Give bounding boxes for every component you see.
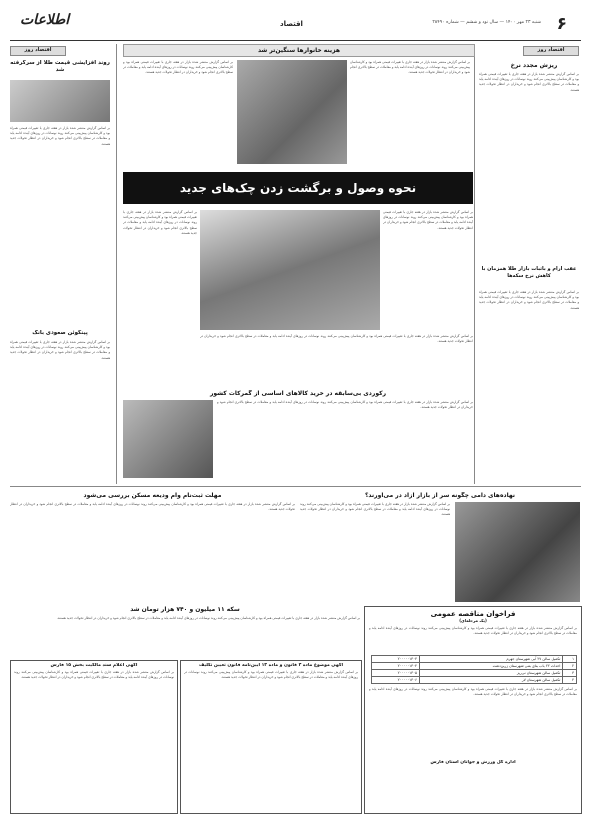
tender-cell-title: احداث ۲۲ باب بنای بتنی شهرستان زرین‌دشت	[419, 663, 562, 670]
headline-gold-market: عقب آرام و باثبات بازار طلا همزمان با کاهش نرخ سکه‌ها	[481, 266, 577, 279]
tender-table	[371, 655, 577, 684]
tender-cell-title: تکمیل سالن شهرستان نی‌ریز	[419, 670, 562, 677]
notice1-body: بر اساس گزارش منتشر شده بازار در هفته جاری با تغییرات قیمتی همراه بود و کارشناسان پیش‌بینی می‌کنند روند نوسانات در روزهای آینده ادامه یابد و معاملات در سطح بالاتری انجام شود و خریداران در انتظار تحولات جدید هستند.	[184, 670, 358, 680]
banner-headline: هزینه خانوارها سنگین‌تر شد	[123, 44, 475, 57]
masthead	[10, 8, 581, 41]
photo-cheque	[200, 210, 380, 330]
tender-terms: بر اساس گزارش منتشر شده بازار در هفته جاری با تغییرات قیمتی همراه بود و کارشناسان پیش‌بینی می‌کنند روند نوسانات در روزهای آینده ادامه یابد و معاملات در سطح بالاتری انجام شود و خریداران در انتظار تحولات جدید هستند.	[369, 687, 577, 697]
tender-cell-code: ۲۰۰۰۰۰۱۳۰۳	[372, 656, 420, 663]
photo-feed	[455, 502, 580, 602]
tender-row	[372, 670, 577, 677]
article-bank-body: بر اساس گزارش منتشر شده بازار در هفته جاری با تغییرات قیمتی همراه بود و کارشناسان پیش‌بینی می‌کنند روند نوسانات در روزهای آینده ادامه یابد و معاملات در سطح بالاتری انجام شود و خریداران در انتظار تحولات جدید هستند.	[10, 340, 110, 360]
headline-gold-rise: روند افزایشی قیمت طلا از سرگرفته شد	[10, 60, 110, 73]
tender-cell-title: تکمیل سالن ۲۷ آبی شهرستان جهرم	[419, 656, 562, 663]
tender-cell-code: ۲۰۰۰۰۰۱۳۰۶	[372, 677, 420, 684]
headline-loan: مهلت ثبت‌نام وام ودیعه مسکن بررسی می‌شود	[83, 492, 222, 499]
section-divider	[10, 486, 581, 487]
article-loan-body: بر اساس گزارش منتشر شده بازار در هفته جاری با تغییرات قیمتی همراه بود و کارشناسان پیش‌بینی می‌کنند روند نوسانات در روزهای آینده ادامه یابد و معاملات در سطح بالاتری انجام شود و خریداران در انتظار تحولات جدید هستند.	[10, 502, 295, 512]
tender-subtitle: (یک مرحله‌ای)	[459, 618, 487, 623]
tender-cell-n: ۱	[563, 656, 577, 663]
notice1-title: آگهی موضوع ماده ۳ قانون و ماده ۱۳ آیین‌نامه قانون تعیین تکلیف	[199, 663, 343, 668]
tender-row	[372, 663, 577, 670]
tender-cell-code: ۲۰۰۰۰۰۱۳۰۴	[372, 663, 420, 670]
article-gold-body: بر اساس گزارش منتشر شده بازار در هفته جاری با تغییرات قیمتی همراه بود و کارشناسان پیش‌بینی می‌کنند روند نوسانات در روزهای آینده ادامه یابد و معاملات در سطح بالاتری انجام شود و خریداران در انتظار تحولات جدید هستند.	[479, 72, 579, 92]
photo-gold	[10, 80, 110, 122]
column-divider	[116, 44, 117, 484]
article-cheque-body-3: بر اساس گزارش منتشر شده بازار در هفته جاری با تغییرات قیمتی همراه بود و کارشناسان پیش‌بینی می‌کنند روند نوسانات در روزهای آینده ادامه یابد و معاملات در سطح بالاتری انجام شود و خریداران در انتظار تحولات جدید هستند.	[200, 334, 473, 344]
tender-cell-n: ۳	[563, 670, 577, 677]
notice-box-2	[10, 660, 178, 814]
page-number: ۶	[556, 14, 567, 34]
article-left-body: بر اساس گزارش منتشر شده بازار در هفته جاری با تغییرات قیمتی همراه بود و کارشناسان پیش‌بینی می‌کنند روند نوسانات در روزهای آینده ادامه یابد و معاملات در سطح بالاتری انجام شود و خریداران در انتظار تحولات جدید هستند.	[10, 126, 110, 146]
column-divider	[474, 44, 475, 484]
section-tag-right: اقتصاد روز	[523, 46, 579, 56]
article-feed-body: بر اساس گزارش منتشر شده بازار در هفته جاری با تغییرات قیمتی همراه بود و کارشناسان پیش‌بینی می‌کنند روند نوسانات در روزهای آینده ادامه یابد و معاملات در سطح بالاتری انجام شود و خریداران در انتظار تحولات جدید هستند.	[300, 502, 450, 517]
section-tag-left: اقتصاد روز	[10, 46, 66, 56]
tender-title: فراخوان مناقصه عمومی	[430, 610, 516, 618]
photo-market	[237, 60, 347, 164]
tender-footer: اداره کل ورزش و جوانان استان فارس	[430, 760, 516, 765]
tender-row	[372, 656, 577, 663]
headline-feed: نهاده‌های دامی چگونه سر از بازار آزاد در می‌آورند؟	[364, 492, 516, 499]
main-headline-box	[123, 172, 473, 204]
article-gold-market-body: بر اساس گزارش منتشر شده بازار در هفته جاری با تغییرات قیمتی همراه بود و کارشناسان پیش‌بینی می‌کنند روند نوسانات در روزهای آینده ادامه یابد و معاملات در سطح بالاتری انجام شود و خریداران در انتظار تحولات جدید هستند.	[479, 290, 579, 310]
article-cheque-body-2: بر اساس گزارش منتشر شده بازار در هفته جاری با تغییرات قیمتی همراه بود و کارشناسان پیش‌بینی می‌کنند روند نوسانات در روزهای آینده ادامه یابد و معاملات در سطح بالاتری انجام شود و خریداران در انتظار تحولات جدید هستند.	[123, 210, 197, 235]
notice2-title: آگهی اعلام سند مالکیت بخش ۱۵ فارس	[50, 663, 138, 668]
headline-coin: سکه ۱۱ میلیون و ۷۴۰ هزار تومان شد	[130, 606, 240, 613]
notice-box-1	[180, 660, 362, 814]
photo-customs	[123, 400, 213, 478]
tender-cell-code: ۲۰۰۰۰۰۱۳۰۵	[372, 670, 420, 677]
headline-bank: پینگوئن صعودی بانک	[32, 330, 88, 336]
tender-box	[364, 606, 582, 814]
headline-imports: رکوردی بی‌سابقه در خرید کالاهای اساسی از گمرکات کشور	[209, 390, 387, 397]
tender-intro: بر اساس گزارش منتشر شده بازار در هفته جاری با تغییرات قیمتی همراه بود و کارشناسان پیش‌بینی می‌کنند روند نوسانات در روزهای آینده ادامه یابد و معاملات در سطح بالاتری انجام شود و خریداران در انتظار تحولات جدید هستند.	[369, 626, 577, 636]
main-headline: نحوه وصول و برگشت زدن چک‌های جدید	[179, 181, 417, 195]
tender-cell-n: ۴	[563, 677, 577, 684]
tender-row	[372, 677, 577, 684]
article-household-body-2: بر اساس گزارش منتشر شده بازار در هفته جاری با تغییرات قیمتی همراه بود و کارشناسان پیش‌بینی می‌کنند روند نوسانات در روزهای آینده ادامه یابد و معاملات در سطح بالاتری انجام شود و خریداران در انتظار تحولات جدید هستند.	[123, 60, 233, 75]
article-household-body: بر اساس گزارش منتشر شده بازار در هفته جاری با تغییرات قیمتی همراه بود و کارشناسان پیش‌بینی می‌کنند روند نوسانات در روزهای آینده ادامه یابد و معاملات در سطح بالاتری انجام شود و خریداران در انتظار تحولات جدید هستند.	[350, 60, 470, 75]
notice2-body: بر اساس گزارش منتشر شده بازار در هفته جاری با تغییرات قیمتی همراه بود و کارشناسان پیش‌بینی می‌کنند روند نوسانات در روزهای آینده ادامه یابد و معاملات در سطح بالاتری انجام شود و خریداران در انتظار تحولات جدید هستند.	[14, 670, 174, 680]
section-title: اقتصاد	[280, 20, 303, 28]
newspaper-logo: اطلاعات	[20, 12, 70, 28]
date-line: شنبه ۲۳ مهر ۱۴۰۰ — سال نود و ششم — شماره ۲۸۴۹۰	[432, 20, 541, 25]
article-coin-body: بر اساس گزارش منتشر شده بازار در هفته جاری با تغییرات قیمتی همراه بود و کارشناسان پیش‌بینی می‌کنند روند نوسانات در روزهای آینده ادامه یابد و معاملات در سطح بالاتری انجام شود و خریداران در انتظار تحولات جدید هستند.	[56, 616, 360, 620]
article-cheque-body: بر اساس گزارش منتشر شده بازار در هفته جاری با تغییرات قیمتی همراه بود و کارشناسان پیش‌بینی می‌کنند روند نوسانات در روزهای آینده ادامه یابد و معاملات در سطح بالاتری انجام شود و خریداران در انتظار تحولات جدید هستند.	[383, 210, 473, 230]
tender-cell-n: ۲	[563, 663, 577, 670]
tender-cell-title: تکمیل سالن شهرستان لار	[419, 677, 562, 684]
headline-gold: ریزش مجدد نرخ	[510, 62, 558, 69]
article-imports-body: بر اساس گزارش منتشر شده بازار در هفته جاری با تغییرات قیمتی همراه بود و کارشناسان پیش‌بینی می‌کنند روند نوسانات در روزهای آینده ادامه یابد و معاملات در سطح بالاتری انجام شود و خریداران در انتظار تحولات جدید هستند.	[217, 400, 473, 410]
